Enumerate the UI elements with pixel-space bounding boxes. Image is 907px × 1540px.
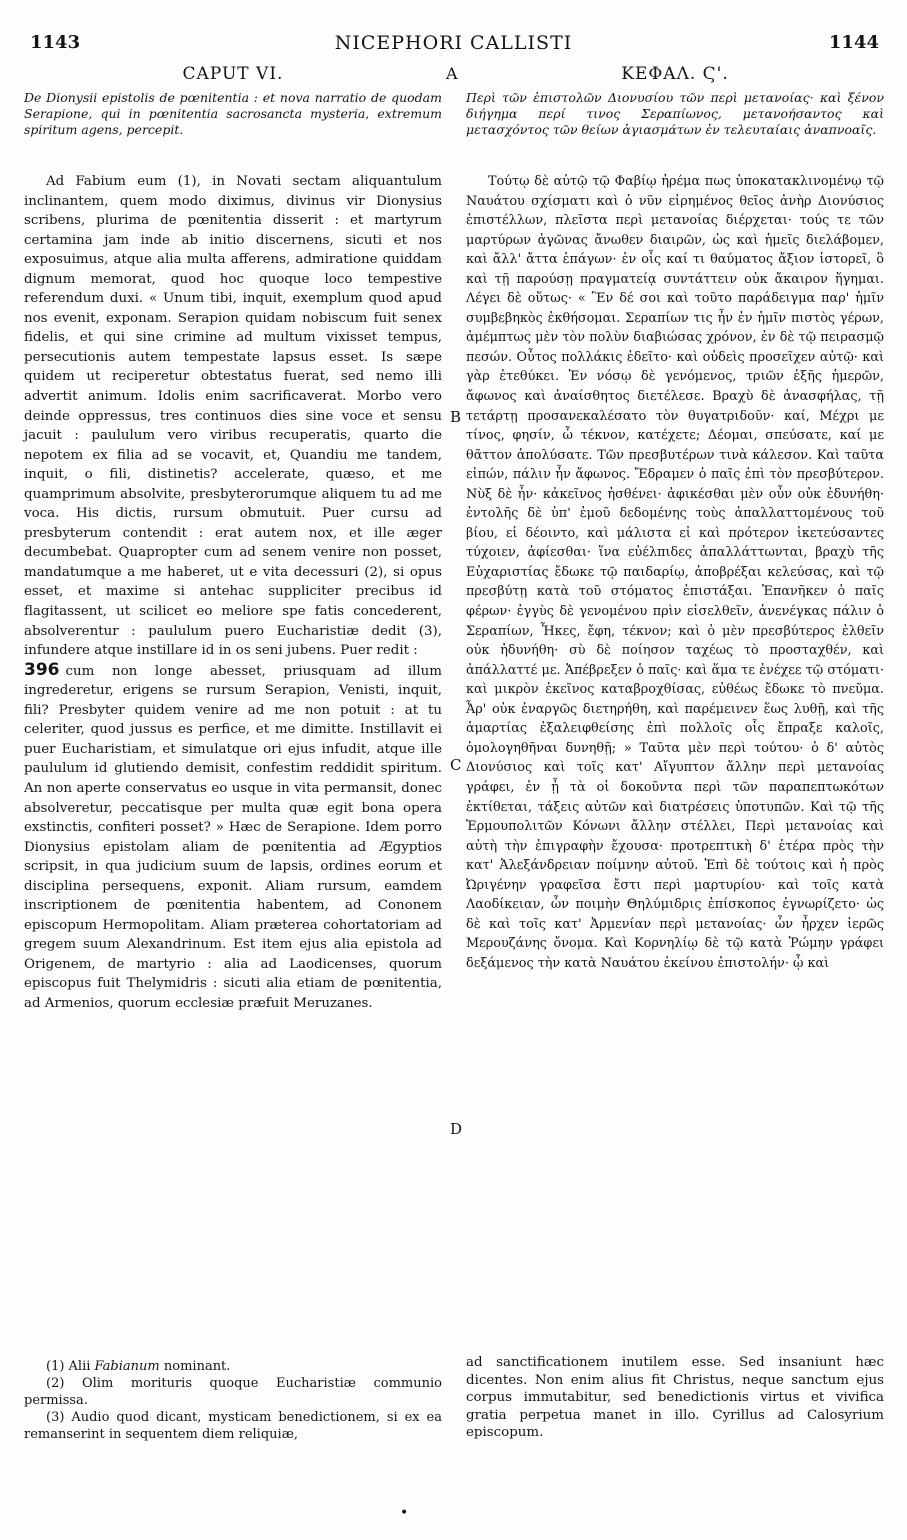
margin-letter-c: C	[450, 756, 462, 774]
margin-letter-b: B	[450, 408, 462, 426]
margin-letter-a: A	[446, 64, 458, 83]
bottom-bullet: •	[400, 1505, 409, 1521]
right-page-number: 1144	[828, 32, 879, 53]
footnote-3: (3) Audio quod dicant, mysticam benedictionem, si ex ea remanserint in sequentem diem reliquiæ,	[24, 1410, 442, 1442]
greek-chapter-heading: ΚΕΦΑΛ. Ϛ'.	[621, 64, 729, 84]
greek-paragraph-1: Τούτῳ δὲ αὐτῷ τῷ Φαβίῳ ἠρέμα πως ὑποκατακλινομένῳ τῷ Ναυάτου σχίσματι καὶ ὁ νῦν εἰρημένος θεῖος ἀνὴρ Διονύσιος ἐπιστέλλων, πλεῖστα περὶ μετανοίας διέρχεται· τούς τε τῶν μαρτύρων ἀγῶνας ἄνωθεν διαιρῶν, ὡς καὶ ἡμεῖς διελάβομεν, καὶ ἄλλ' ἄττα ἐπάγων· ἐν οἷς καί τι θαύματος ἄξιον ἱστορεῖ, ὃ καὶ τῇ παρούσῃ πραγματείᾳ συντάττειν οὐκ ἄκαιρον ἥγημαι. Λέγει δὲ οὕτως· « Ἓν δέ σοι καὶ τοῦτο παράδειγμα παρ' ἡμῖν συμβεβηκὸς ἐκθήσομαι. Σεραπίων τις ἦν ἐν ἡμῖν πιστὸς γέρων, ἀμέμπτως μὲν τὸν πολὺν διαβιώσας χρόνον, ἐν δὲ τῷ πειρασμῷ πεσών. Οὗτος πολλάκις ἐδεῖτο· καὶ οὐδεὶς προσεῖχεν αὐτῷ· καὶ γὰρ ἐτεθύκει. Ἐν νόσῳ δὲ γενόμενος, τριῶν ἑξῆς ἡμερῶν, ἄφωνος καὶ ἀναίσθητος διετέλεσε. Βραχὺ δὲ ἀνασφήλας, τῇ τετάρτῃ προσανεκαλέσατο τὸν θυγατριδοῦν· καί, Μέχρι με τίνος, φησίν, ὦ τέκνον, κατέχετε; Δέομαι, σπεύσατε, καί με θᾶττον ἀπολύσατε. Τῶν πρεσβυτέρων τινὰ κάλεσον. Καὶ ταῦτα εἰπών, πάλιν ἦν ἄφωνος. Ἔδραμεν ὁ παῖς ἐπὶ τὸν πρεσβύτερον. Νὺξ δὲ ἦν· κἀκεῖνος ἠσθένει· ἀφικέσθαι μὲν οὖν οὐκ ἐδυνήθη· ἐντολῆς δὲ ὑπ' ἐμοῦ δεδομένης τοὺς ἀπαλλαττομένους τοῦ βίου, εἰ δέοιντο, καὶ μάλιστα εἰ καὶ πρότερον ἱκετεύσαντες τύχοιεν, ἀφίεσθαι· ἵνα εὐέλπιδες ἀπαλλάττωνται, βραχὺ τῆς Εὐχαριστίας ἔδωκε τῷ παιδαρίῳ, ἀποβρέξαι κελεύσας, καὶ τῷ πρεσβύτῃ κατὰ τοῦ στόματος ἐπιστάξαι. Ἐπανῆκεν ὁ παῖς φέρων· ἐγγὺς δὲ γενομένου πρὶν εἰσελθεῖν, ἀνενέγκας πάλιν ὁ Σεραπίων, Ἧκες, ἔφη, τέκνον; καὶ ὁ μὲν πρεσβύτερος ἐλθεῖν οὐκ ἠδυνήθη· σὺ δὲ ποίησον ταχέως τὸ προσταχθέν, καὶ ἀπάλλαττέ με. Ἀπέβρεξεν ὁ παῖς· καὶ ἅμα τε ἐνέχεε τῷ στόματι· καὶ μικρὸν ἐκεῖνος καταβροχθίσας, εὐθέως ἔδωκε τὸ πνεῦμα. Ἆρ' οὐκ ἐναργῶς διετηρήθη, καὶ παρέμεινεν ἕως λυθῇ, καὶ τῆς ἁμαρτίας ἐξαλειφθείσης ἐπὶ πολλοῖς οἷς ἔπραξε καλοῖς, ὁμολογηθῆναι δυνηθῇ; » Ταῦτα μὲν περὶ τούτου· ὁ δ' αὐτὸς Διονύσιος καὶ τοῖς κατ' Αἴγυπτον ἄλλην περὶ μετανοίας γράφει, ἐν ᾗ τὰ οἱ δοκοῦντα περὶ τῶν παραπεπτωκότων ἐκτίθεται, τάξεις αὐτῶν καὶ διατρέσεις ὑποτυπῶν. Καὶ τῷ τῆς Ἑρμουπολιτῶν Κόνωνι ἄλλην στέλλει, Περὶ μετανοίας καὶ αὐτὴ τὴν ἐπιγραφὴν ἔχουσα· προτρεπτικὴ δ' ἑτέρα πρὸς τὴν κατ' Ἀλεξάνδρειαν ποίμνην αὐτοῦ. Ἐπὶ δὲ τούτοις καὶ ἡ πρὸς Ὠριγένην γραφεῖσα ἔστι περὶ μαρτυρίου· καὶ τοῖς κατὰ Λαοδίκειαν, ὧν ποιμὴν Θηλύμιδρις ἐπίσκοπος ἐγνωρίζετο· ὡς δὲ καὶ τοῖς κατ' Ἀρμενίαν περὶ μετανοίας· ὧν ἦρχεν ἱερῶς Μερουζάνης ὄνομα. Καὶ Κορνηλίῳ δὲ τῷ κατὰ Ῥώμην γράφει δεξάμενος τὴν κατὰ Ναυάτου ἐκείνου ἐπιστολήν· ᾧ καὶ	[466, 174, 884, 971]
latin-chapter-argument: De Dionysii epistolis de pœnitentia : et nova narratio de quodam Serapione, qui in pœnitentia sacrosancta mysteria, extremum spiritum agens, percepit.	[24, 90, 442, 137]
latin-paragraph-2: cum non longe abesset, priusquam ad illum ingrederetur, erigens se rursum Serapion, Venisti, inquit, fili? Presbyter quidem venire ad me non potuit : at tu celeriter, quod jussus es perfice, et me dimitte. Instillavit ei puer Eucharistiam, et simulatque ori ejus infudit, atque ille paululum id glutiendo demisit, confestim reddidit spiritum. An non aperte conservatus eo usque in vita permansit, donec absolveretur, peccatisque per multa quæ egit bona opera exstinctis, confiteri posset? » Hæc de Serapione. Idem porro Dionysius epistolam aliam de pœnitentia ad Ægyptios scripsit, in qua judicium suum de lapsis, ordines eorum et disciplina persequens, exponit. Aliam rursum, eamdem inscriptionem de pœnitentia habentem, ad Cononem episcopum Hermopolitam. Aliam præterea cohortatoriam ad gregem suum Alexandrinum. Est item ejus alia epistola ad Origenem, de martyrio : alia ad Laodicenses, quorum episcopus fuit Thelymidris : sicuti alia etiam de pœnitentia, ad Armenios, quorum ecclesiæ præfuit Meruzanes.	[24, 663, 442, 1011]
latin-chapter-heading: CAPUT VI.	[182, 64, 284, 84]
latin-body	[24, 172, 442, 1014]
footnote-2: (2) Olim morituris quoque Eucharistiæ communio permissa.	[24, 1376, 442, 1408]
running-title: NICEPHORI CALLISTI	[334, 32, 573, 54]
greek-body	[466, 172, 884, 973]
left-page-number: 1143	[30, 32, 81, 53]
footnote-continuation: ad sanctificationem inutilem esse. Sed insaniunt hæc dicentes. Non enim alius fit Christus, neque sanctum ejus corpus immutabitur, sed benedictionis virtus et vivifica gratia perpetua manet in illo. Cyrillus ad Calosyrium episcopum.	[466, 1355, 884, 1440]
footnote-1: (1) Alii Fabianum nominant.	[46, 1359, 231, 1374]
greek-chapter-argument: Περὶ τῶν ἐπιστολῶν Διονυσίου τῶν περὶ μετανοίας· καὶ ξένον διήγημα περί τινος Σεραπίωνος, μετανοήσαντος καὶ μετασχόντος τῶν θείων ἁγιασμάτων ἐν τελευταίαις ἀναπνοαῖς.	[466, 90, 884, 137]
latin-paragraph-1: Ad Fabium eum (1), in Novati sectam aliquantulum inclinantem, quem modo diximus, divinus vir Dionysius scribens, plurima de pœnitentia disserit : et martyrum certamina jam inde ab initio discernens, sicuti et nos exposuimus, atque alia multa afferens, admiratione quiddam dignum memorat, quod hoc quoque loco tempestive referendum duxi. « Unum tibi, inquit, exemplum quod apud nos evenit, exponam. Serapion quidam nobiscum fuit senex fidelis, et qui sine crimine ad multum vixisset tempus, persecutionis autem tempestate lapsus esset. Is sæpe quidem ut reciperetur obtestatus fuerat, sed nemo illi advertit animum. Idolis enim sacrificaverat. Morbo vero deinde oppressus, tres continuos dies sine voce et sensu jacuit : paululum vero viribus recuperatis, quarto die nepotem ex filia ad se vocavit, et, Quandiu me tandem, inquit, o fili, distinetis? accelerate, quæso, et me quamprimum absolvite, presbyterorumque aliquem tu ad me voca. His dictis, rursum obmutuit. Puer cursu ad presbyterum contendit : erat autem nox, et ille æger decumbebat. Quapropter cum ad senem venire non posset, mandatumque a me haberet, ut e vita decessuri (2), si opus esset, et maxime si antehac suppliciter precibus id flagitassent, ut scilicet eo meliore spe fatis concederent, absolverentur : paululum puero Eucharistiæ dedit (3), infundere atque instillare id in os seni jubens. Puer redit :	[24, 174, 442, 659]
footnotes	[24, 1358, 442, 1443]
margin-letter-d: D	[450, 1120, 463, 1138]
edition-page-marker: 396	[24, 659, 60, 680]
